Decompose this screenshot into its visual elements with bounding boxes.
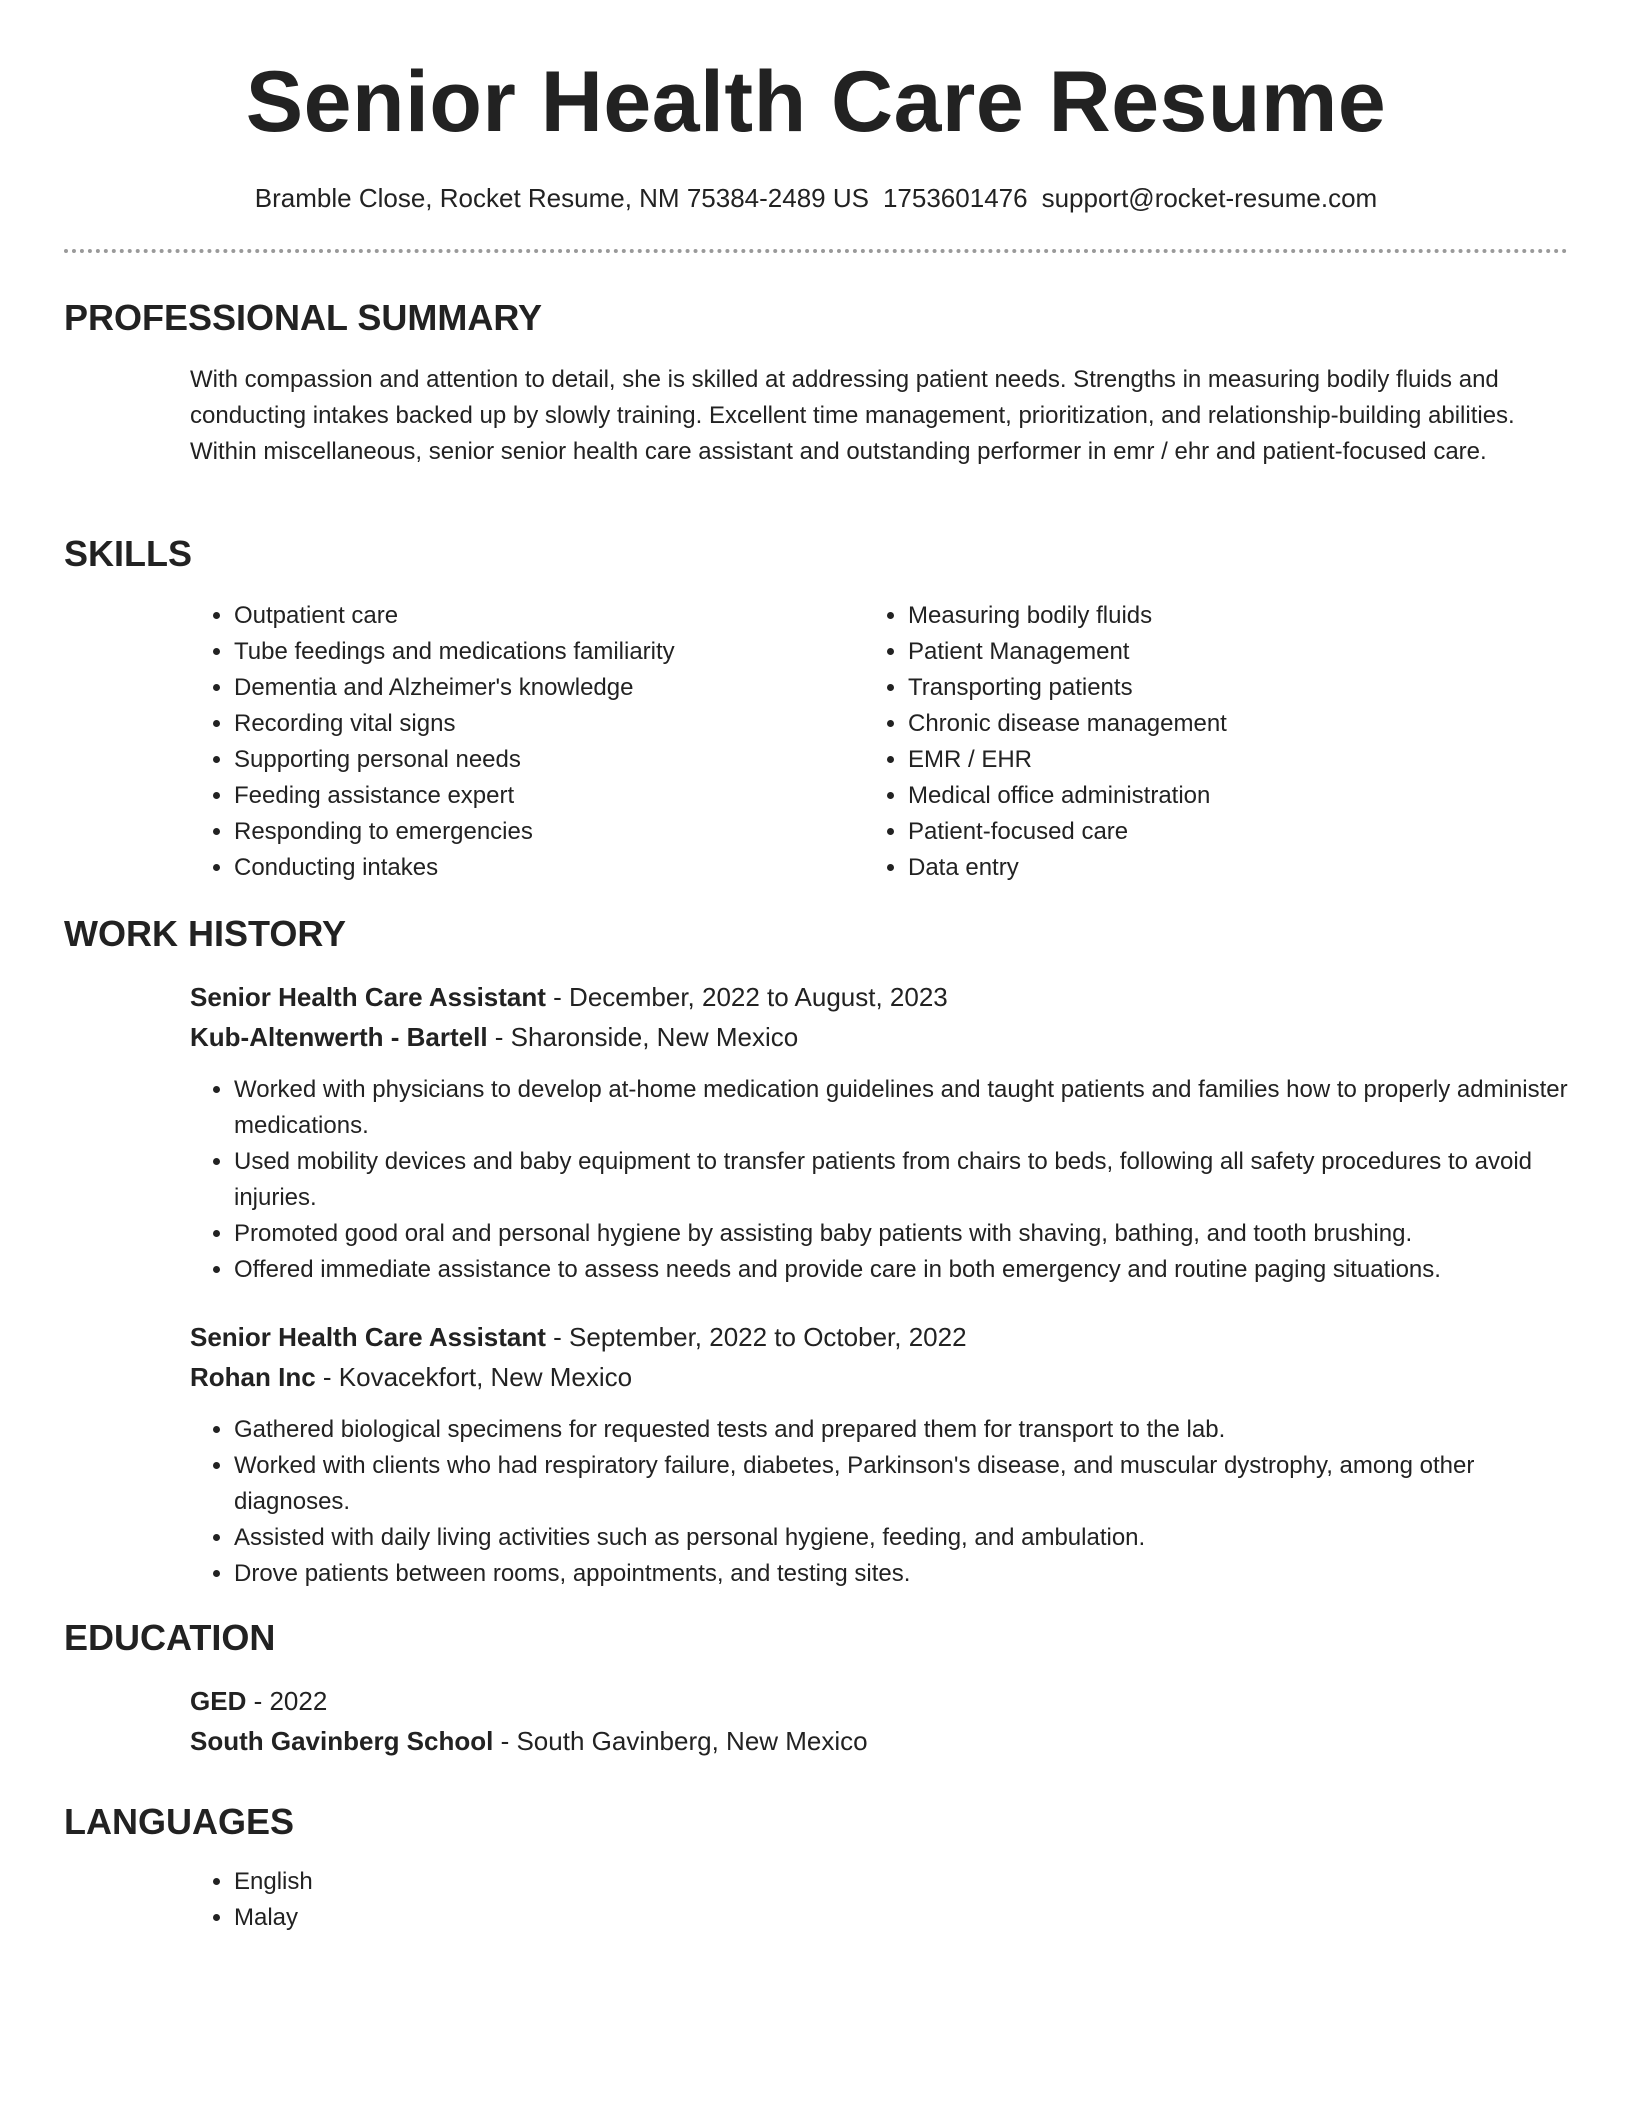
skill-item: • Patient Management [908,634,1558,670]
skills-list-left [190,598,834,886]
skill-item: • Outpatient care [234,598,834,634]
job-bullet: • Gathered biological specimens for requested tests and prepared them for transport to the lab. [234,1412,1578,1448]
language-item: • English [234,1864,834,1900]
job-1-bullets [190,1072,1578,1288]
contact-line [0,180,1632,216]
education-degree-line [190,1682,327,1720]
header-divider [64,249,1568,253]
education-degree: GED [190,1686,247,1716]
contact-email: support@rocket-resume.com [1041,183,1378,213]
job-bullet: • Worked with clients who had respiratory failure, diabetes, Parkinson's disease, and muscular dystrophy, among other diagnoses. [234,1448,1578,1520]
skill-item: • Medical office administration [908,778,1558,814]
job-2-title-line [190,1318,967,1356]
education-location: - South Gavinberg, New Mexico [493,1726,868,1756]
job-bullet: • Assisted with daily living activities such as personal hygiene, feeding, and ambulation. [234,1520,1578,1556]
skill-item: • EMR / EHR [908,742,1558,778]
skill-item: • Transporting patients [908,670,1558,706]
work-heading: WORK HISTORY [64,913,347,954]
job-2-bullets [190,1412,1578,1592]
job-1-title-line [190,978,948,1016]
job-bullet: • Worked with physicians to develop at-home medication guidelines and taught patients and families how to properly administer medications. [234,1072,1578,1144]
skill-item: • Feeding assistance expert [234,778,834,814]
job-dates: - December, 2022 to August, 2023 [545,982,948,1012]
summary-heading: PROFESSIONAL SUMMARY [64,297,543,338]
skill-item: • Patient-focused care [908,814,1558,850]
skill-item: • Chronic disease management [908,706,1558,742]
skill-item: • Conducting intakes [234,850,834,886]
job-title: Senior Health Care Assistant [190,982,546,1012]
job-bullet: • Drove patients between rooms, appointments, and testing sites. [234,1556,1578,1592]
job-2-company-line [190,1358,632,1396]
job-company: Kub-Altenwerth - Bartell [190,1022,488,1052]
job-company: Rohan Inc [190,1362,316,1392]
skills-list-right [864,598,1558,886]
job-bullet: • Promoted good oral and personal hygiene by assisting baby patients with shaving, bathing, and tooth brushing. [234,1216,1578,1252]
skill-item: • Supporting personal needs [234,742,834,778]
skill-item: • Tube feedings and medications familiarity [234,634,834,670]
skill-item: • Dementia and Alzheimer's knowledge [234,670,834,706]
skill-item: • Measuring bodily fluids [908,598,1558,634]
skills-heading: SKILLS [64,533,193,574]
education-school: South Gavinberg School [190,1726,494,1756]
job-bullet: • Used mobility devices and baby equipment to transfer patients from chairs to beds, following all safety procedures to avoid injuries. [234,1144,1578,1216]
languages-heading: LANGUAGES [64,1801,295,1842]
contact-phone: 1753601476 [882,183,1028,213]
education-school-line [190,1722,868,1760]
skill-item: • Recording vital signs [234,706,834,742]
job-1-company-line [190,1018,798,1056]
language-item: • Malay [234,1900,834,1936]
resume-title: Senior Health Care Resume [245,54,1387,150]
skill-item: • Responding to emergencies [234,814,834,850]
contact-address: Bramble Close, Rocket Resume, NM 75384-2489 US [254,183,869,213]
job-dates: - September, 2022 to October, 2022 [545,1322,967,1352]
languages-list [190,1864,834,1936]
job-location: - Sharonside, New Mexico [487,1022,799,1052]
education-year: - 2022 [246,1686,328,1716]
job-title: Senior Health Care Assistant [190,1322,546,1352]
education-heading: EDUCATION [64,1617,276,1658]
skill-item: • Data entry [908,850,1558,886]
job-bullet: • Offered immediate assistance to assess needs and provide care in both emergency and routine paging situations. [234,1252,1578,1288]
summary-text: With compassion and attention to detail, she is skilled at addressing patient needs. Strengths in measuring bodily fluids and conducting intakes backed up by slowly training. Excellent time management, prioritization, and relationship-building abilities. Within miscellaneous, senior senior health care assistant and outstanding performer in emr / ehr and patient-focused care. [190,366,1515,465]
job-location: - Kovacekfort, New Mexico [315,1362,633,1392]
